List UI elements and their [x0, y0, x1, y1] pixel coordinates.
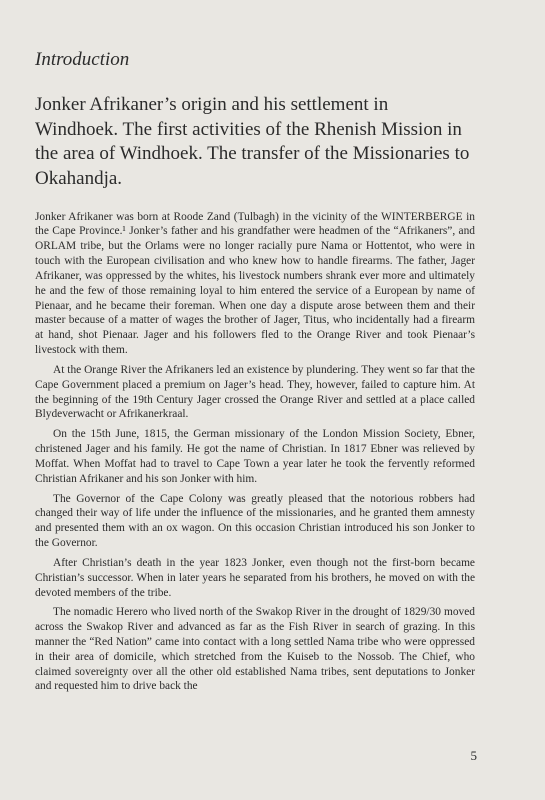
page-number: 5	[470, 748, 477, 763]
paragraph-5: After Christian’s death in the year 1823 Jonker, even though not the first-born became Christian’s successor. When in later years he separated from his brothers, he moved on with the devoted members of the tribe.	[35, 556, 475, 599]
body-text	[35, 210, 475, 695]
paragraph-6: The nomadic Herero who lived north of the Swakop River in the drought of 1829/30 moved across the Swakop River and advanced as far as the Fish River in search of grazing. In this manner the “Red Nation” came into contact with a long settled Nama tribe who were oppressed in their area of domicile, which stretched from the Kuiseb to the Nossob. The Chief, who claimed sovereignty over all the other old established Nama tribes, sent deputations to Jonker and requested him to drive back the	[35, 606, 475, 693]
section-label: Introduction	[35, 49, 130, 70]
paragraph-3: On the 15th June, 1815, the German missionary of the London Mission Society, Ebner, christened Jager and his family. He got the name of Christian. In 1817 Ebner was relieved by Moffat. When Moffat had to travel to Cape Town a year later he took the fervently reformed Christian Afrikaner and his son Jonker with him.	[35, 428, 475, 485]
chapter-title: Jonker Afrikaner’s origin and his settlement in Windhoek. The first activities of the Rhenish Mission in the area of Windhoek. The transfer of the Missionaries to Okahandja.	[35, 93, 470, 189]
paragraph-1: Jonker Afrikaner was born at Roode Zand (Tulbagh) in the vicinity of the WINTERBERGE in the Cape Province.¹ Jonker’s father and his grandfather were headmen of the “Afrikaners”, and ORLAM tribe, but the Orlams were no longer racially pure Nama or Hottentot, who were in touch with the European civilisation and who knew how to handle firearms. The father, Jager Afrikaner, was oppressed by the whites, his livestock numbers shrank ever more and ultimately he and the few of those remaining loyal to him entered the service of a European by name of Pienaar, and he became their foreman. When one day a dispute arose between them and their master because of a matter of wages the brother of Jager, Titus, who incidentally had a firearm at hand, shot Pienaar. Jager and his followers fled to the Orange River and took Pienaar’s livestock with them.	[35, 210, 475, 357]
paragraph-2: At the Orange River the Afrikaners led an existence by plundering. They went so far that the Cape Government placed a premium on Jager’s head. They, however, failed to capture him. At the beginning of the 19th Century Jager crossed the Orange River and settled at a place called Blydeverwacht or Afrikanerkraal.	[35, 363, 475, 421]
paragraph-4: The Governor of the Cape Colony was greatly pleased that the notorious robbers had changed their way of life under the influence of the missionaries, and he granted them amnesty and presented them with an ox wagon. On this occasion Christian introduced his son Jonker to the Governor.	[35, 492, 475, 550]
